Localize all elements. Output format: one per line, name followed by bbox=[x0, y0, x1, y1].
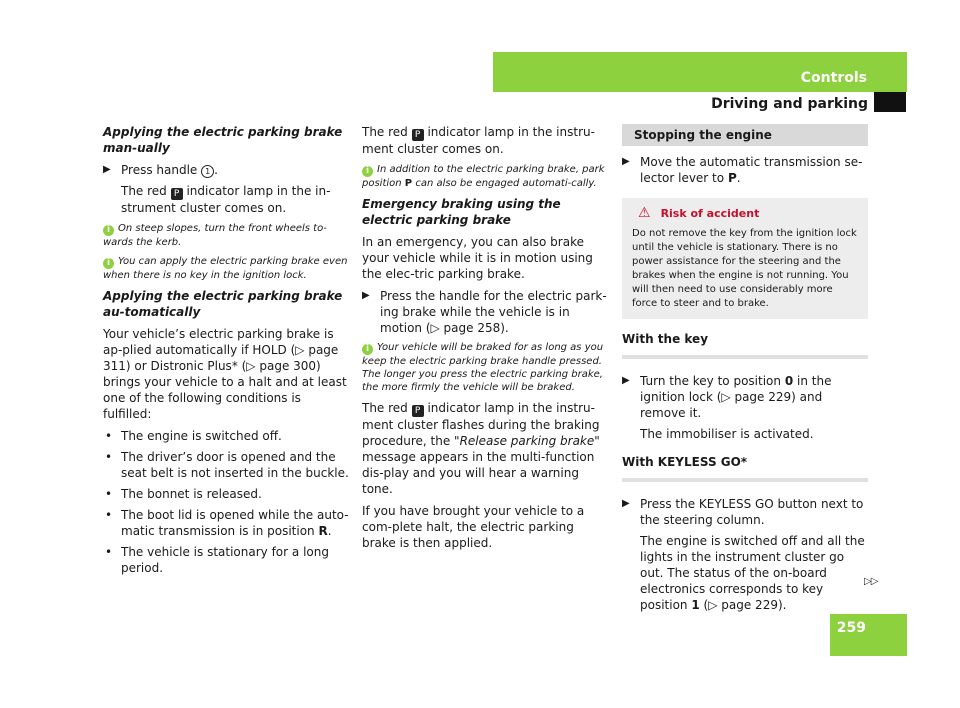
warning-text: Do not remove the key from the ignition lock until the vehicle is stationary. There is no power assistance for the steering and the brakes when the engine is not running. You will then need to use considerably more force to steer and to brake. bbox=[632, 228, 857, 309]
parking-brake-lamp-icon: P bbox=[412, 405, 424, 417]
step-turn-key: ▶ Turn the key to position 0 in the ignition lock (▷ page 229) and remove it. bbox=[622, 373, 868, 421]
section-bar-stopping-engine: Stopping the engine bbox=[622, 124, 868, 146]
paragraph-lamp-on: The red P indicator lamp in the instru-ment cluster comes on. bbox=[362, 125, 595, 156]
column-3 bbox=[622, 124, 868, 619]
step-press-handle-motion: ▶ Press the handle for the electric park-ing brake while the vehicle is in motion (▷ page 258). bbox=[362, 288, 608, 336]
info-icon: i bbox=[103, 258, 114, 269]
parking-brake-lamp-icon: P bbox=[412, 129, 424, 141]
list-item: • The boot lid is opened while the auto-matic transmission is in position R. bbox=[103, 507, 349, 539]
info-icon: i bbox=[362, 344, 373, 355]
step-press-handle: ▶ Press handle 1 . bbox=[103, 162, 349, 178]
warning-title: Risk of accident bbox=[660, 207, 760, 220]
info-note-braking: i Your vehicle will be braked for as long as you keep the electric parking brake handle pressed. The longer you press the electric parking brake, the more firmly the vehicle will be braked. bbox=[362, 342, 604, 393]
list-item: • The engine is switched off. bbox=[103, 428, 349, 444]
list-item: • The vehicle is stationary for a long period. bbox=[103, 544, 349, 576]
info-icon: i bbox=[362, 166, 373, 177]
step-result: The red P indicator lamp in the in-strument cluster comes on. bbox=[121, 184, 331, 215]
paragraph-automatic: Your vehicle’s electric parking brake is ap-plied automatically if HOLD (▷ page 311) or Distronic Plus* (▷ page 300) brings your vehicle to a halt and at least one of the following conditions is fulfilled: bbox=[103, 327, 347, 421]
info-icon: i bbox=[103, 225, 114, 236]
parking-brake-lamp-icon: P bbox=[171, 188, 183, 200]
header-black-tab bbox=[874, 92, 906, 112]
paragraph-lamp-flashes: The red P indicator lamp in the instru-ment cluster flashes during the braking procedure, the "Release parking brake" message appears in the multi-function dis-play and you will hear a warning tone. bbox=[362, 401, 600, 496]
header-section-title: Controls bbox=[800, 70, 867, 86]
list-item: • The driver’s door is opened and the seat belt is not inserted in the buckle. bbox=[103, 449, 349, 481]
list-item: • The bonnet is released. bbox=[103, 486, 349, 502]
header-subsection-title: Driving and parking bbox=[711, 96, 868, 112]
page-number-box bbox=[830, 614, 907, 656]
section-heading-with-key: With the key bbox=[622, 331, 868, 359]
warning-box bbox=[622, 198, 868, 319]
info-note-park-position: i In addition to the electric parking brake, park position P can also be engaged automati-cally. bbox=[362, 164, 605, 189]
info-note-1: i On steep slopes, turn the front wheels to-wards the kerb. bbox=[103, 223, 327, 248]
callout-1-icon: 1 bbox=[201, 165, 214, 178]
heading-automatic: Applying the electric parking brake au-tomatically bbox=[103, 289, 343, 319]
continue-mark: ▷▷ bbox=[864, 576, 878, 587]
warning-triangle-icon: ⚠ bbox=[638, 205, 651, 221]
column-2 bbox=[362, 124, 608, 557]
paragraph-halt: If you have brought your vehicle to a com-plete halt, the electric parking brake is then applied. bbox=[362, 504, 585, 550]
step-selector-lever: ▶ Move the automatic transmission se-lector lever to P. bbox=[622, 154, 868, 186]
page-number: 259 bbox=[836, 620, 866, 636]
step-result-engine-off: The engine is switched off and all the lights in the instrument cluster go out. The status of the on-board electronics corresponds to key position 1 (▷ page 229). bbox=[640, 534, 865, 612]
step-keyless-button: ▶ Press the KEYLESS GO button next to the steering column. bbox=[622, 496, 868, 528]
paragraph-emergency: In an emergency, you can also brake your vehicle while it is in motion using the elec-tric parking brake. bbox=[362, 235, 593, 281]
heading-emergency: Emergency braking using the electric parking brake bbox=[362, 197, 561, 227]
step-result-immobiliser: The immobiliser is activated. bbox=[640, 427, 814, 441]
header-section-bar bbox=[493, 52, 907, 92]
info-note-2: i You can apply the electric parking brake even when there is no key in the ignition lock. bbox=[103, 256, 348, 281]
section-heading-keyless-go: With KEYLESS GO* bbox=[622, 454, 868, 482]
column-1 bbox=[103, 124, 349, 581]
heading-manual: Applying the electric parking brake man-ually bbox=[103, 125, 343, 155]
